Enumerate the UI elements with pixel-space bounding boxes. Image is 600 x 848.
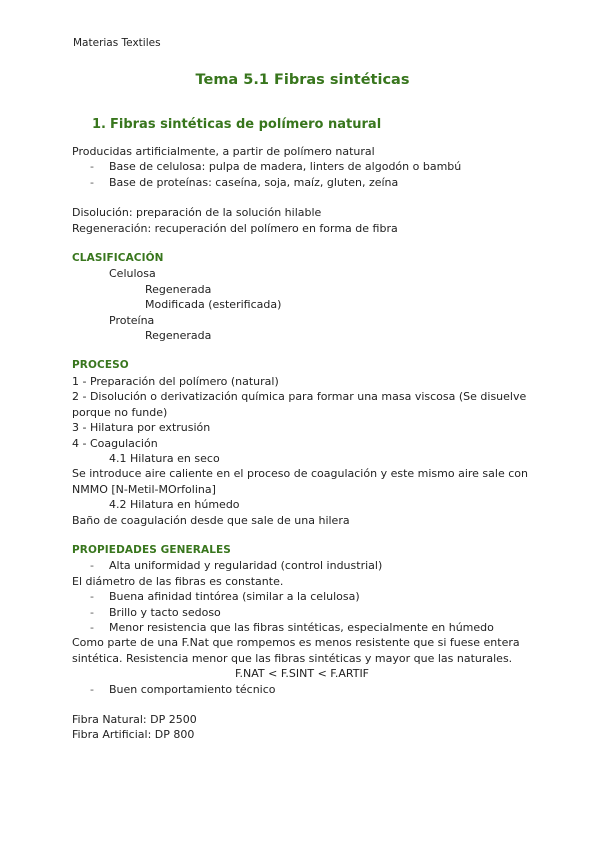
definition-regeneracion: Regeneración: recuperación del polímero en forma de fibra [72,221,398,235]
class-celulosa: Celulosa [109,267,156,281]
dash-bullet: - [90,620,94,634]
proceso-step: 4 - Coagulación [72,436,158,450]
intro-list [72,159,532,190]
class-regenerada: Regenerada [145,282,212,296]
list-item: - Alta uniformidad y regularidad (control industrial) [90,559,383,573]
list-item: - Buen comportamiento técnico [90,682,276,696]
section-number: 1. [92,117,106,132]
section-title: Fibras sintéticas de polímero natural [110,117,382,132]
class-modificada: Modificada (esterificada) [145,298,282,312]
propiedades-list [72,682,532,697]
section-heading [92,116,532,134]
intro-line: Producidas artificialmente, a partir de polímero natural [72,145,375,158]
propiedades-list [72,589,532,635]
dash-bullet: - [90,160,94,174]
proceso-step: 2 - Disolución o derivatización química para formar una masa viscosa (Se disuelve porque no funde) [72,390,527,419]
page-header: Materias Textiles [73,37,161,49]
proceso-label: PROCESO [72,359,129,372]
dash-bullet: - [90,605,94,619]
document-body [72,70,532,743]
proceso-text: Baño de coagulación desde que sale de una hilera [72,513,350,527]
propiedades-label: PROPIEDADES GENERALES [72,543,231,556]
propiedades-list [72,558,532,573]
dp-artificial: Fibra Artificial: DP 800 [72,728,195,742]
proceso-substep: 4.2 Hilatura en húmedo [109,498,240,512]
proceso-substep: 4.1 Hilatura en seco [109,451,220,465]
list-item: - Brillo y tacto sedoso [90,605,221,619]
list-item: - Base de proteínas: caseína, soja, maíz, gluten, zeína [90,175,399,189]
class-regenerada-proteina: Regenerada [145,329,212,343]
dash-bullet: - [90,559,94,573]
propiedades-text: El diámetro de las fibras es constante. [72,574,284,588]
dash-bullet: - [90,682,94,696]
class-proteina: Proteína [109,313,155,327]
list-item: - Base de celulosa: pulpa de madera, linters de algodón o bambú [90,160,462,174]
proceso-step: 1 - Preparación del polímero (natural) [72,374,279,388]
dash-bullet: - [90,175,94,189]
clasificacion-label: CLASIFICACIÓN [72,252,164,265]
propiedades-paragraph: Como parte de una F.Nat que rompemos es menos resistente que si fuese entera sintética. Resistencia menor que las fibras sintéticas y mayor que las naturales. [72,636,520,665]
dp-natural: Fibra Natural: DP 2500 [72,713,197,726]
list-item: - Menor resistencia que las fibras sintéticas, especialmente en húmedo [90,620,494,634]
proceso-text: Se introduce aire caliente en el proceso de coagulación y este mismo aire sale con NMMO [N-Metil-MOrfolina] [72,467,528,496]
page-title: Tema 5.1 Fibras sintéticas [195,72,410,88]
proceso-step: 3 - Hilatura por extrusión [72,421,211,435]
definition-disolucion: Disolución: preparación de la solución hilable [72,206,322,220]
resistance-formula: F.NAT < F.SINT < F.ARTIF [234,667,370,681]
dash-bullet: - [90,590,94,604]
list-item: - Buena afinidad tintórea (similar a la celulosa) [90,590,360,604]
